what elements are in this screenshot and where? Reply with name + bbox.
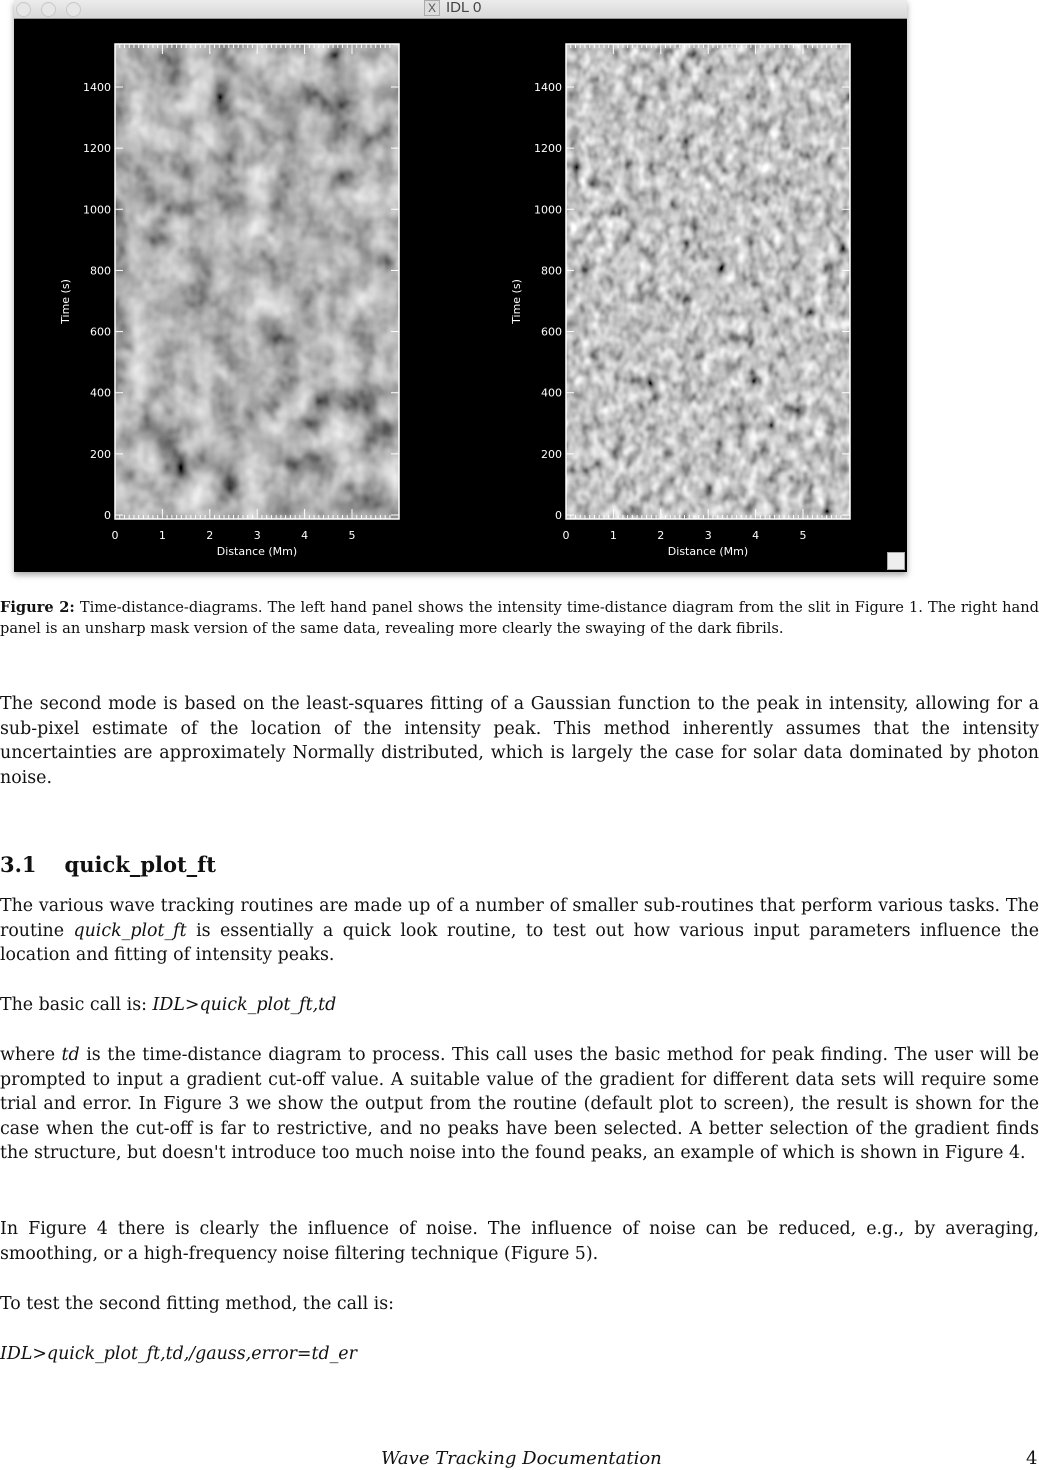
y-tick-label: 1200 — [534, 142, 562, 156]
paragraph: In Figure 4 there is clearly the influence of noise. The influence of noise can be reduced, e.g., by averaging, smoothing, or a high-frequency noise filtering technique (Figure 5). — [0, 1219, 1039, 1264]
code-line: IDL>quick_plot_ft,td,/gauss,error=td_er — [0, 1344, 357, 1364]
y-tick-label: 600 — [90, 325, 111, 339]
paragraph: The various wave tracking routines are made up of a number of smaller sub-routines that perform various tasks. The routine quick_plot_ft is essentially a quick look routine, to test out how various input parameters influence the location and fitting of intensity peaks. — [0, 896, 1039, 965]
y-tick-label: 1200 — [83, 142, 111, 156]
x-tick-label: 0 — [562, 529, 570, 542]
resize-grip[interactable] — [887, 552, 905, 570]
paragraph: The second mode is based on the least-squares fitting of a Gaussian function to the peak in intensity, allowing for a sub-pixel estimate of the location of the intensity peak. This method inherently assumes that the intensity uncertainties are approximately Normally distributed, which is largely the case for solar data dominated by photon noise. — [0, 694, 1039, 788]
y-tick-label: 1400 — [83, 81, 111, 94]
x-tick-label: 5 — [799, 529, 807, 542]
y-tick-label: 800 — [541, 264, 562, 278]
x-tick-label: 0 — [111, 529, 119, 542]
minimize-button[interactable] — [41, 2, 56, 17]
y-tick-label: 1000 — [83, 203, 111, 217]
plot-intensity — [59, 44, 399, 558]
x-tick-label: 3 — [253, 529, 261, 542]
y-tick-label: 800 — [90, 264, 111, 278]
x11-icon: X — [424, 0, 440, 16]
plot-image — [115, 44, 399, 519]
x-tick-label: 4 — [301, 529, 309, 542]
plot-image — [566, 44, 850, 519]
y-tick-label: 200 — [90, 447, 111, 461]
plots-canvas — [14, 18, 907, 572]
y-tick-label: 200 — [541, 447, 562, 461]
y-tick-label: 1400 — [534, 81, 562, 94]
paragraph: The basic call is: IDL>quick_plot_ft,td — [0, 995, 337, 1015]
idl-window — [14, 0, 907, 572]
y-tick-label: 1000 — [534, 203, 562, 217]
x-tick-label: 5 — [348, 529, 356, 542]
x-axis-label: Distance (Mm) — [667, 545, 749, 558]
x-tick-label: 2 — [657, 529, 665, 542]
y-axis-label: Time (s) — [510, 279, 523, 324]
page-number: 4 — [1026, 1448, 1038, 1469]
zoom-button[interactable] — [66, 2, 81, 17]
plot-unsharp-mask — [510, 44, 850, 558]
y-axis-label: Time (s) — [59, 279, 72, 324]
y-tick-label: 400 — [90, 386, 111, 400]
paragraph: To test the second fitting method, the call is: — [0, 1294, 395, 1314]
close-button[interactable] — [16, 2, 31, 17]
paragraph: where td is the time-distance diagram to process. This call uses the basic method for peak finding. The user will be prompted to input a gradient cut-off value. A suitable value of the gradient for different data sets will require some trial and error. In Figure 3 we show the output from the routine (default plot to screen), the result is shown for the case when the cut-off is far to restrictive, and no peaks have been selected. A better selection of the gradient finds the structure, but doesn't introduce too much noise into the found peaks, an example of which is shown in Figure 4. — [0, 1045, 1039, 1163]
y-tick-label: 0 — [104, 509, 111, 522]
y-tick-label: 0 — [555, 509, 562, 522]
figure-caption: Figure 2: Time-distance-diagrams. The left hand panel shows the intensity time-distance diagram from the slit in Figure 1. The right hand panel is an unsharp mask version of the same data, revealing more clearly the swaying of the dark fibrils. — [0, 599, 1039, 637]
x-tick-label: 1 — [158, 529, 166, 542]
x-tick-label: 1 — [609, 529, 617, 542]
x-tick-label: 2 — [206, 529, 214, 542]
x-axis-label: Distance (Mm) — [216, 545, 298, 558]
section-heading: 3.1 quick_plot_ft — [0, 852, 216, 877]
x-tick-label: 4 — [752, 529, 760, 542]
y-tick-label: 600 — [541, 325, 562, 339]
window-title: IDL 0 — [446, 0, 482, 16]
x-tick-label: 3 — [704, 529, 712, 542]
footer-title: Wave Tracking Documentation — [381, 1448, 662, 1469]
y-tick-label: 400 — [541, 386, 562, 400]
window-titlebar — [14, 0, 907, 19]
